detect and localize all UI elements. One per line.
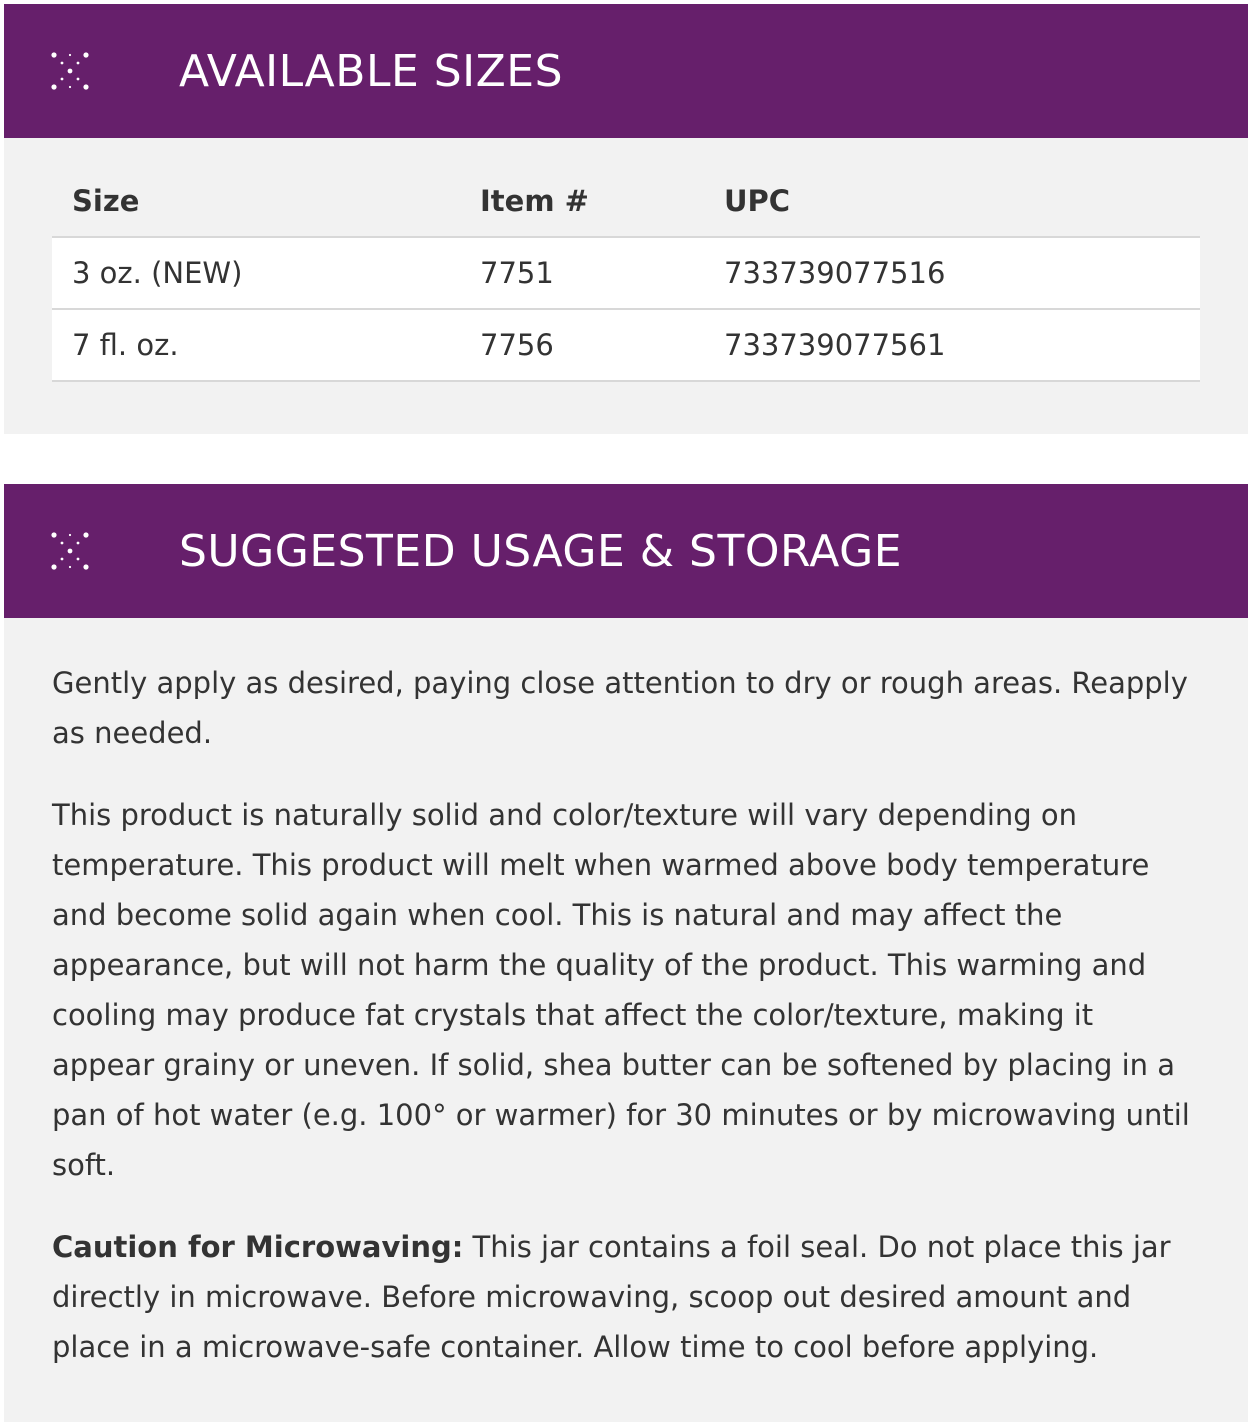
usage-storage-body (4, 618, 1248, 1422)
cell-upc: 733739077516 (704, 237, 1200, 309)
caution-text: This jar contains a foil seal. Do not place this jar directly in microwave. Before microwaving, scoop out desired amount and place in a microwave-safe container. Allow time to cool before applying. (52, 1230, 1171, 1364)
usage-storage-header[interactable] (4, 484, 1248, 618)
table-header-row (52, 166, 1200, 237)
table-row (52, 237, 1200, 309)
cell-item: 7756 (460, 309, 704, 381)
column-header-upc: UPC (704, 166, 1200, 237)
caution-label: Caution for Microwaving: (52, 1230, 464, 1264)
cell-size: 7 fl. oz. (52, 309, 460, 381)
table-row (52, 309, 1200, 381)
section-title: SUGGESTED USAGE & STORAGE (179, 525, 903, 577)
sparkle-icon (50, 51, 90, 91)
usage-storage-section (4, 484, 1248, 1422)
cell-item: 7751 (460, 237, 704, 309)
cell-upc: 733739077561 (704, 309, 1200, 381)
caution-paragraph (52, 1222, 1202, 1372)
section-title: AVAILABLE SIZES (179, 45, 564, 97)
sparkle-icon (50, 531, 90, 571)
available-sizes-body (4, 138, 1248, 434)
available-sizes-section (4, 4, 1248, 434)
available-sizes-header[interactable] (4, 4, 1248, 138)
storage-paragraph: This product is naturally solid and color/texture will vary depending on temperature. This product will melt when warmed above body temperature and become solid again when cool. This is natural and may affect the appearance, but will not harm the quality of the product. This warming and cooling may produce fat crystals that affect the color/texture, making it appear grainy or uneven. If solid, shea butter can be softened by placing in a pan of hot water (e.g. 100° or warmer) for 30 minutes or by microwaving until soft. (52, 798, 1190, 1182)
usage-text (52, 658, 1202, 1404)
column-header-size: Size (52, 166, 460, 237)
column-header-item: Item # (460, 166, 704, 237)
cell-size: 3 oz. (NEW) (52, 237, 460, 309)
usage-paragraph: Gently apply as desired, paying close attention to dry or rough areas. Reapply as needed. (52, 666, 1188, 750)
sizes-table (52, 166, 1200, 382)
